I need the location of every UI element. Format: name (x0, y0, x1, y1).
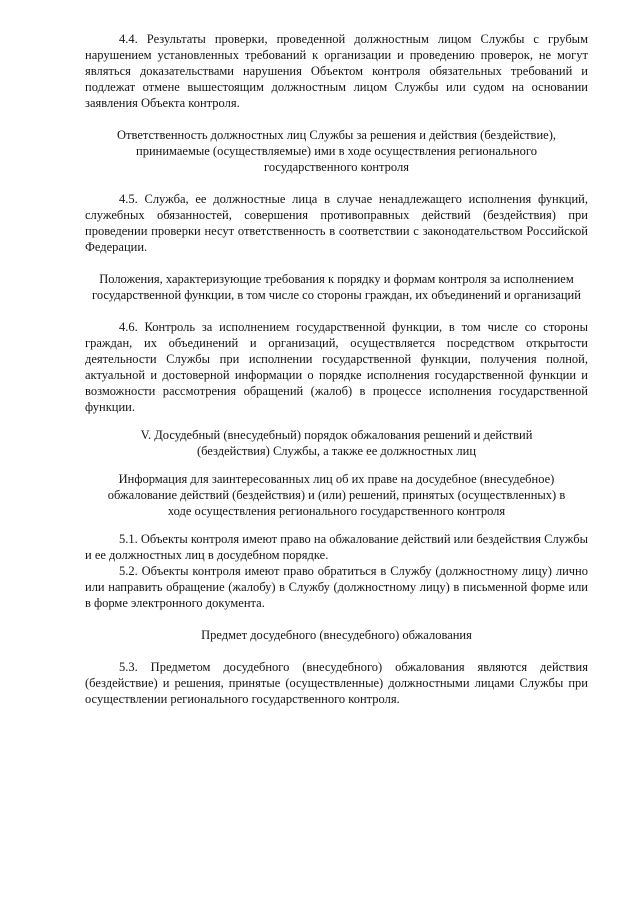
heading-subject: Предмет досудебного (внесудебного) обжалования (201, 628, 472, 642)
paragraph-5-1: 5.1. Объекты контроля имеют право на обжалование действий или бездействия Службы и ее должностных лиц в досудебном порядке. (85, 532, 588, 562)
paragraph-5-3: 5.3. Предметом досудебного (внесудебного) обжалования являются действия (бездействие) и решения, принятые (осуществленные) должностными лицами Службы при осуществлении регионального государственного контроля. (85, 660, 588, 706)
heading-provisions: Положения, характеризующие требования к порядку и формам контроля за исполнением государственной функции, в том числе со стороны граждан, их объединений и организаций (92, 272, 581, 302)
paragraph-4-6: 4.6. Контроль за исполнением государственной функции, в том числе со стороны граждан, их объединений и организаций, осуществляется посредством открытости деятельности Службы при исполнении государственной функции, получения полной, актуальной и достоверной информации о порядке исполнения государственной функции и возможности рассмотрения обращений (жалоб) в процессе исполнения государственной функции. (85, 320, 588, 414)
heading-section-v: V. Досудебный (внесудебный) порядок обжалования решений и действий (бездействия) Службы, а также ее должностных лиц (140, 428, 533, 458)
heading-information: Информация для заинтересованных лиц об их праве на досудебное (внесудебное) обжалование действий (бездействия) и (или) решений, принятых (осуществленных) в ходе осуществления регионального государственного контроля (107, 472, 566, 518)
paragraph-5-2: 5.2. Объекты контроля имеют право обратиться в Службу (должностному лицу) лично или направить обращение (жалобу) в Службу (должностному лицу) в письменной форме или в форме электронного документа. (85, 564, 588, 610)
paragraph-4-5: 4.5. Служба, ее должностные лица в случае ненадлежащего исполнения функций, служебных обязанностей, совершения противоправных действий (бездействия) при проведении проверки несут ответственность в соответствии с законодательством Российской Федерации. (85, 192, 588, 254)
paragraph-4-4: 4.4. Результаты проверки, проведенной должностным лицом Службы с грубым нарушением установленных требований к организации и проведению проверок, не могут являться доказательствами нарушения Объектом контроля обязательных требований и подлежат отмене вышестоящим должностным лицом Службы или судом на основании заявления Объекта контроля. (85, 32, 588, 110)
document-body (85, 31, 588, 707)
heading-responsibility: Ответственность должностных лиц Службы за решения и действия (бездействие), принимаемые (осуществляемые) ими в ходе осуществления регионального государственного контроля (117, 128, 556, 174)
